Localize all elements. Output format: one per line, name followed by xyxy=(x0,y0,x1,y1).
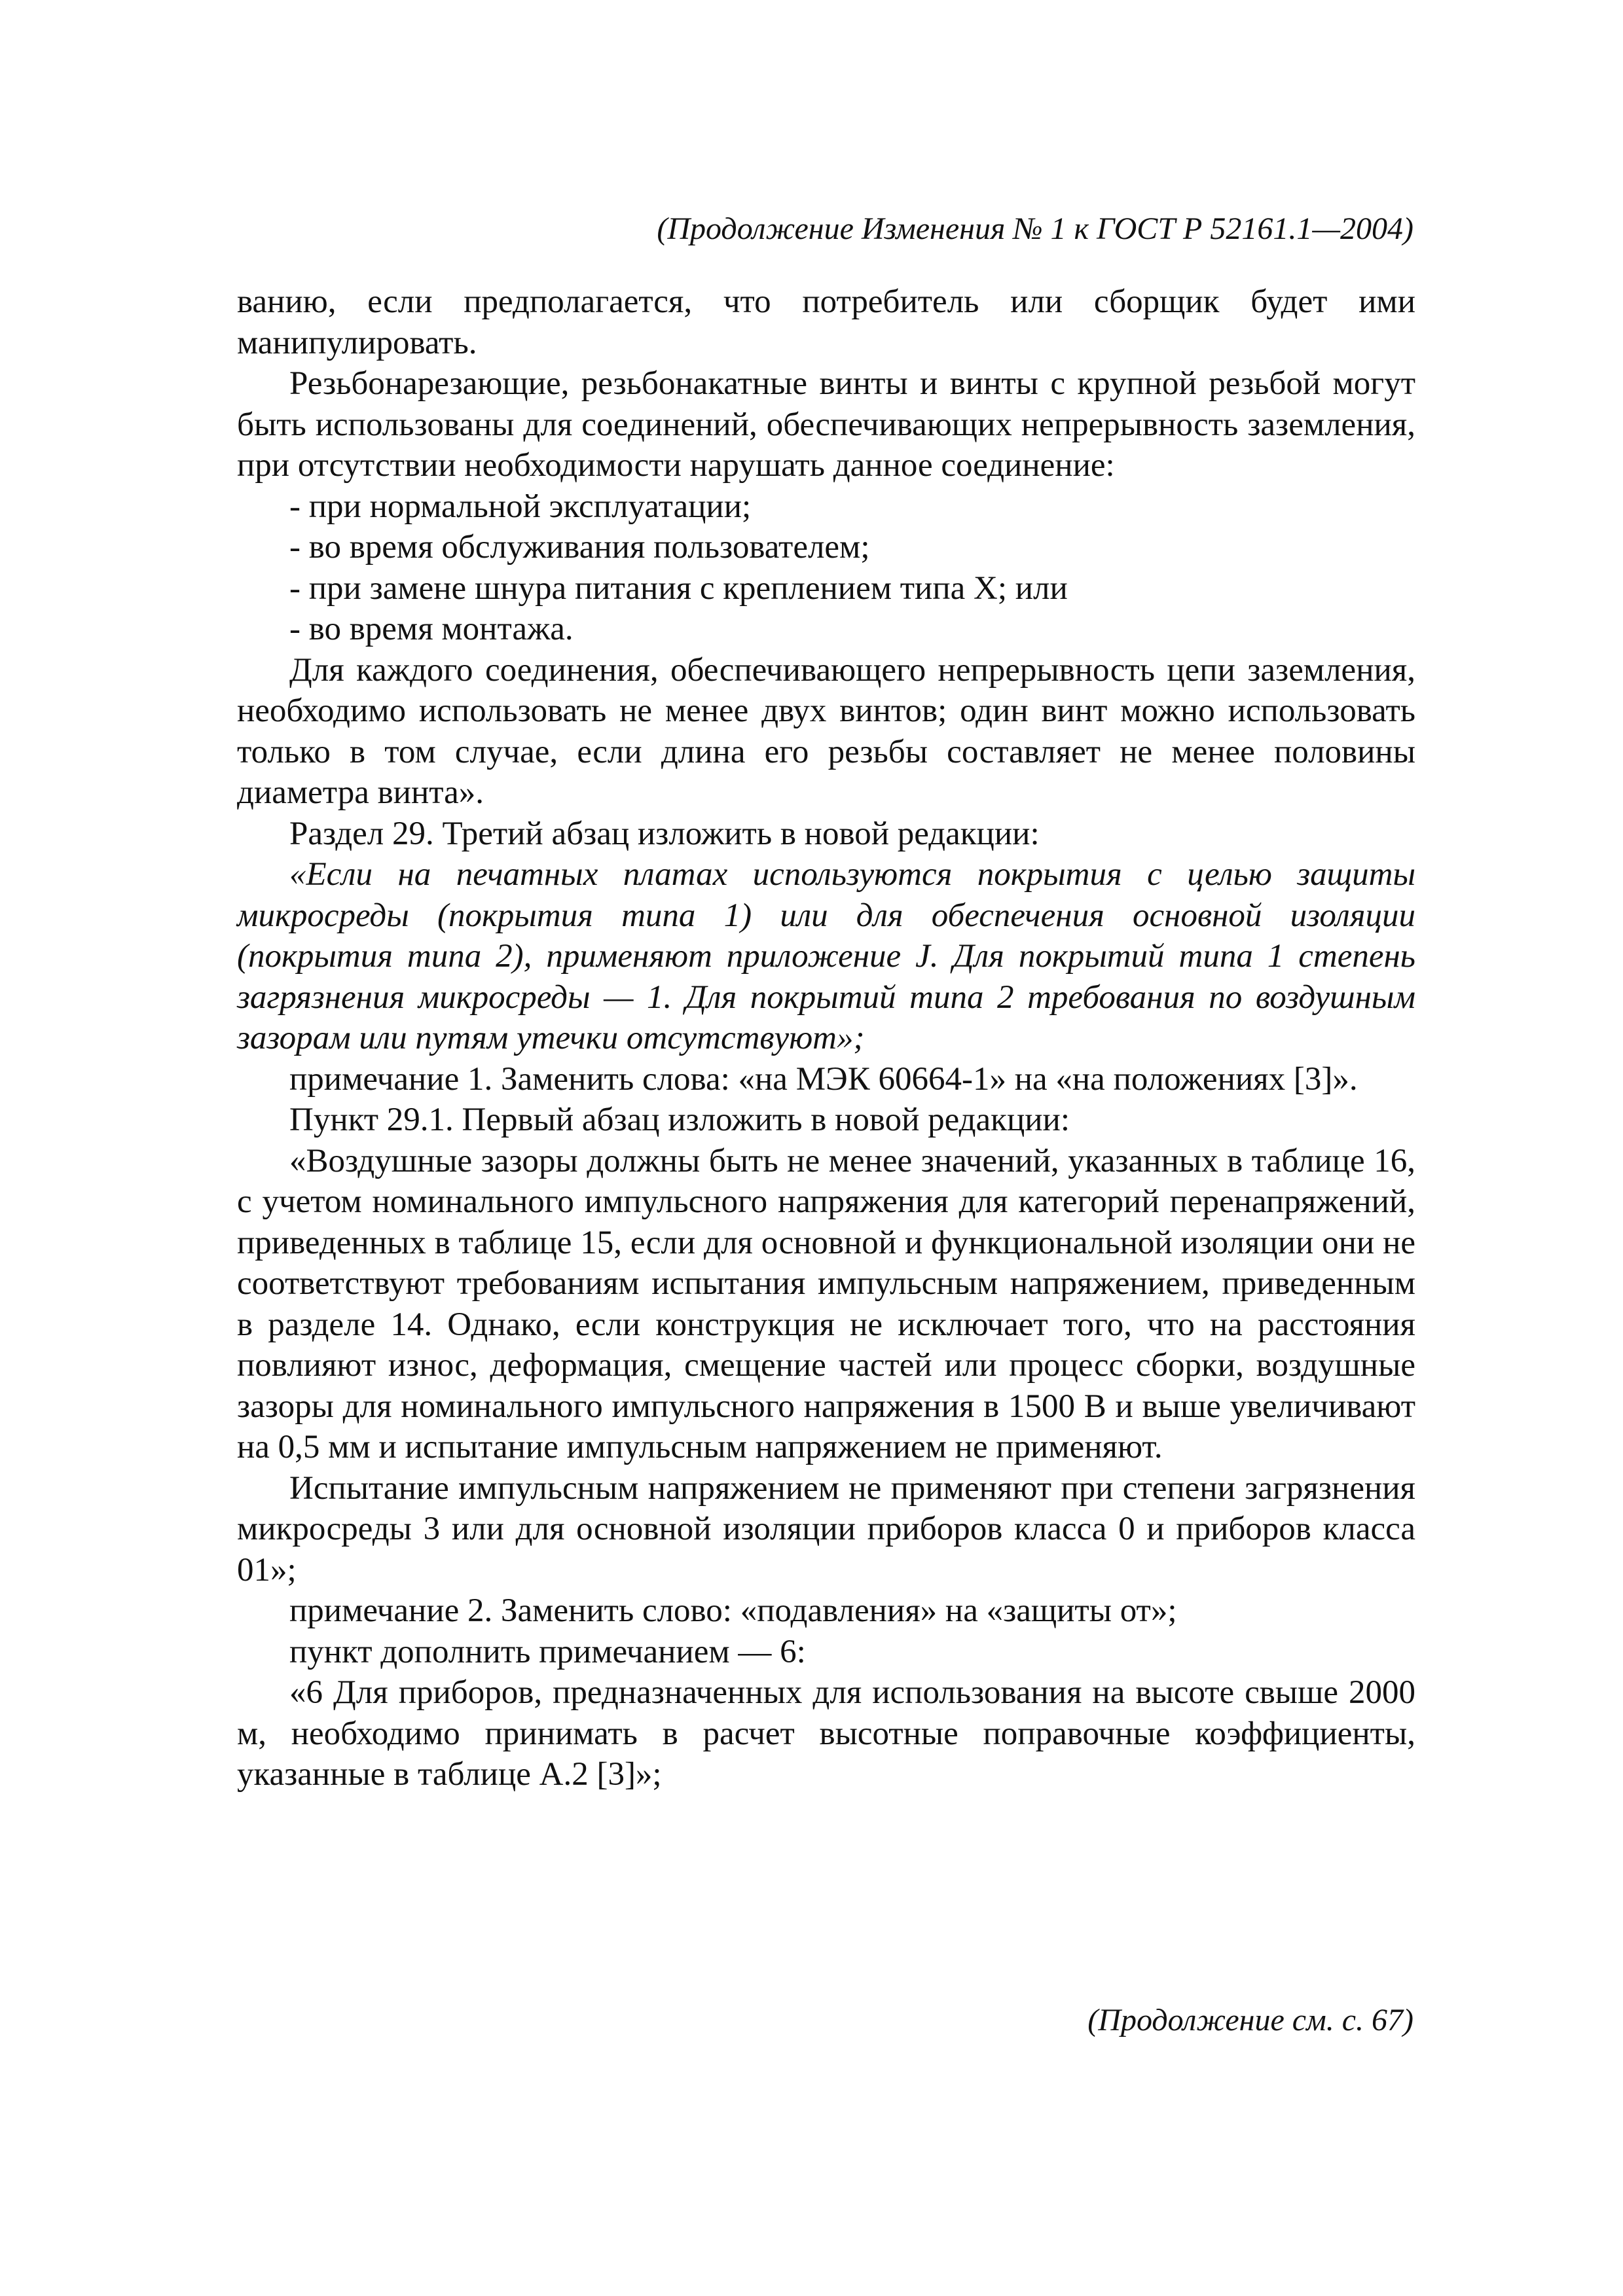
paragraph-clearances: «Воздушные зазоры должны быть не менее значений, указанных в таблице 16, с учетом номинального импульсного напряжения для категорий перенапряжений, приведенных в таблице 15, если для основной и функциональной изоляции они не соответствуют требованиям испытания импульсным напряжением, приведенным в разделе 14. Однако, если конструкция не исключает того, что на расстояния повлияют износ, деформация, смещение частей или процесс сборки, воздушные зазоры для номинального импульсного напряжения в 1500 В и выше увеличивают на 0,5 мм и испытание импульсным напряжением не применяют. xyxy=(237,1142,1415,1465)
paragraph-note-1: примечание 1. Заменить слова: «на МЭК 60664-1» на «на положениях [3]». xyxy=(289,1060,1358,1098)
paragraph-impulse-test: Испытание импульсным напряжением не применяют при степени загрязнения микросреды 3 или для основной изоляции приборов класса 0 и приборов класса 01»; xyxy=(237,1469,1415,1588)
document-body xyxy=(237,281,1415,1795)
paragraph-continuation: ванию, если предполагается, что потребитель или сборщик будет ими манипулировать. xyxy=(237,283,1415,361)
paragraph-clause-29-1: Пункт 29.1. Первый абзац изложить в новой редакции: xyxy=(289,1102,1070,1138)
list-item: - при нормальной эксплуатации; xyxy=(289,488,752,525)
paragraph-quote-coatings: «Если на печатных платах используются покрытия с целью защиты микросреды (покрытия типа 1) или для обеспечения основной изоляции (покрытия типа 2), применяют приложение J. Для покрытий типа 1 степень загрязнения микросреды — 1. Для покрытий типа 2 требования по воздушным зазорам или путям утечки отсутствуют»; xyxy=(237,856,1415,1056)
list-item: - при замене шнура питания с креплением типа X; или xyxy=(289,569,1068,607)
paragraph-screws: Резьбонарезающие, резьбонакатные винты и винты с крупной резьбой могут быть использованы для соединений, обеспечивающих непрерывность заземления, при отсутствии необходимости нарушать данное соединение: xyxy=(237,365,1415,484)
page-header: (Продолжение Изменения № 1 к ГОСТ Р 52161.1—2004) xyxy=(657,211,1413,246)
paragraph-note-6: «6 Для приборов, предназначенных для использования на высоте свыше 2000 м, необходимо принимать в расчет высотные поправочные коэффициенты, указанные в таблице А.2 [3]»; xyxy=(237,1674,1415,1793)
paragraph-add-note: пункт дополнить примечанием — 6: xyxy=(289,1633,806,1670)
list-item: - во время обслуживания пользователем; xyxy=(289,529,870,565)
paragraph-section-29: Раздел 29. Третий абзац изложить в новой редакции: xyxy=(289,815,1040,852)
list-item: - во время монтажа. xyxy=(289,611,574,647)
paragraph-connection: Для каждого соединения, обеспечивающего непрерывность цепи заземления, необходимо использовать не менее двух винтов; один винт можно использовать только в том случае, если длина его резьбы составляет не менее половины диаметра винта». xyxy=(237,651,1415,811)
page-footer: (Продолжение см. с. 67) xyxy=(1087,2003,1413,2037)
paragraph-note-2: примечание 2. Заменить слово: «подавления» на «защиты от»; xyxy=(289,1592,1177,1629)
